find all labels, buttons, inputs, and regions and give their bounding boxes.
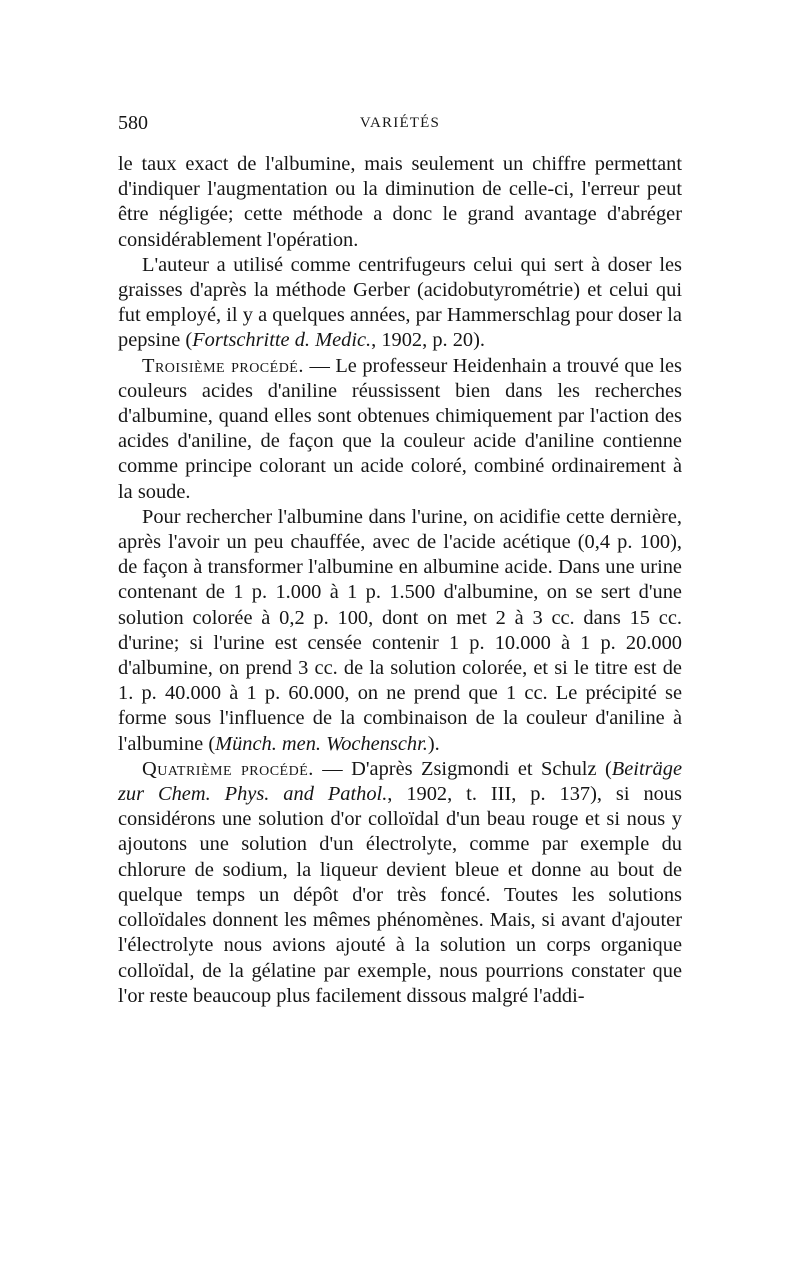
- running-head: [118, 112, 682, 138]
- italic-citation: Fortschritte d. Medic.: [192, 329, 372, 352]
- text-run: — Le professeur Heidenhain a trouvé que les couleurs acides d'aniline réussissent bien dans les recherches d'albumine, quand elles sont obtenues chimiquement par l'action des acides d'aniline, de façon que la couleur acide d'aniline contienne comme principe colorant un acide coloré, combiné ordinairement à la soude.: [118, 354, 682, 503]
- text-run: ).: [427, 732, 440, 755]
- book-page: [118, 112, 682, 1009]
- page-number: 580: [118, 112, 148, 134]
- paragraph: [118, 253, 682, 354]
- paragraph: [118, 354, 682, 505]
- text-run: , 1902, p. 20).: [371, 329, 485, 352]
- text-run: le taux exact de l'albumine, mais seulement un chiffre permettant d'indiquer l'augmentation ou la diminution de celle-ci, l'erreur peut être négligée; cette méthode a donc le grand avantage d'abréger considérablement l'opération.: [118, 153, 682, 251]
- italic-citation: Beiträge zur Chem. Phys. and Pathol.: [118, 757, 682, 806]
- text-run: , 1902, t. III, p. 137), si nous considérons une solution d'or colloïdal d'un beau rouge et si nous y ajoutons une solution d'un électrolyte, comme par exemple du chlorure de sodium, la liqueur devient bleue et donne au bout de quelque temps un dépôt d'or très foncé. Toutes les solutions colloïdales donnent les mêmes phénomènes. Mais, si avant d'ajouter l'électrolyte nous avions ajouté à la solution un corps organique colloïdal, de la gélatine par exemple, nous pourrions constater que l'or reste beaucoup plus facilement dissous malgré l'addi-: [118, 783, 682, 1007]
- paragraph: [118, 152, 682, 253]
- section-heading: Quatrième procédé.: [142, 757, 314, 780]
- text-run: Pour rechercher l'albumine dans l'urine, on acidifie cette dernière, après l'avoir un peu chauffée, avec de l'acide acétique (0,4 p. 100), de façon à transformer l'albumine en albumine acide. Dans une urine contenant de 1 p. 1.000 à 1 p. 1.500 d'albumine, on se sert d'une solution colorée à 0,2 p. 100, dont on met 2 à 3 cc. dans 15 cc. d'urine; si l'urine est censée contenir 1 p. 10.000 à 1 p. 20.000 d'albumine, on prend 3 cc. de la solution colorée, et si le titre est de 1. p. 40.000 à 1 p. 60.000, on ne prend que 1 cc. Le précipité se forme sous l'influence de la combinaison de la couleur d'aniline à l'albumine (: [118, 505, 682, 755]
- section-heading: Troisième procédé.: [142, 354, 304, 377]
- italic-citation: Münch. men. Wochenschr.: [215, 732, 428, 755]
- running-title: VARIÉTÉS: [359, 115, 441, 131]
- text-run: — D'après Zsigmondi et Schulz (: [313, 757, 612, 780]
- paragraph: [118, 757, 682, 1009]
- text-run: L'auteur a utilisé comme centrifugeurs celui qui sert à doser les graisses d'après la méthode Gerber (acidobutyrométrie) et celui qui fut employé, il y a quelques années, par Hammerschlag pour doser la pepsine (: [118, 253, 682, 352]
- body-text: [118, 152, 682, 1009]
- paragraph: [118, 505, 682, 757]
